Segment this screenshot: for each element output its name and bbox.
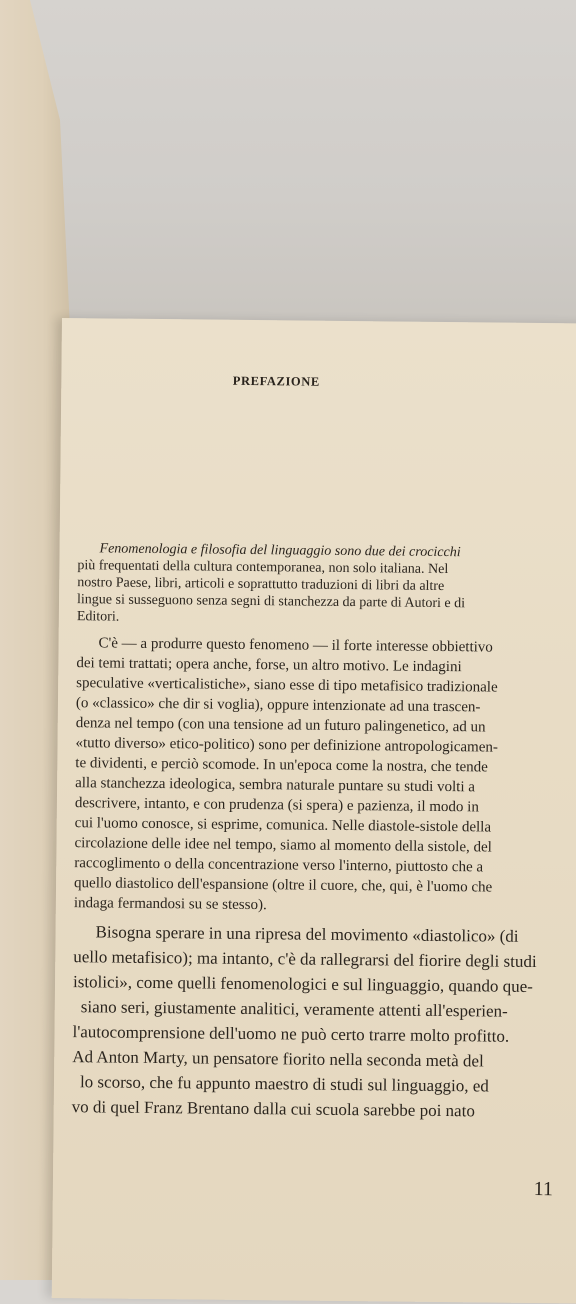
text-line: istolici», come quelli fenomenologici e sul linguaggio, quando que-: [72, 972, 533, 996]
text-line: descrivere, intanto, e con prudenza (si spera) e pazienza, il modo in: [74, 795, 479, 816]
text-line: «tutto diverso» etico-politico) sono per definizione antropologicamen-: [75, 735, 498, 756]
text-line: (o «classico» che dir si voglia), oppure intenzionate ad una trascen-: [75, 695, 481, 716]
text-line: te dividenti, e perciò scomode. In un'epoca come la nostra, che tende: [75, 755, 488, 776]
text-line: dei temi trattati; opera anche, forse, un altro motivo. Le indagini: [76, 655, 462, 676]
paragraph-3: [72, 919, 574, 1124]
text-line: siano seri, giustamente analitici, veramente attenti all'esperien-: [80, 997, 508, 1021]
text-line: Editori.: [76, 609, 120, 625]
text-line: Ad Anton Marty, un pensatore fiorito nella seconda metà del: [72, 1047, 484, 1071]
paragraph-1: [77, 540, 576, 630]
text-line: cui l'uomo conosce, si esprime, comunica. Nelle diastole-sistole della: [74, 815, 492, 836]
page-title: PREFAZIONE: [232, 373, 320, 389]
paragraph-2: [74, 633, 576, 918]
text-line: nostro Paese, libri, articoli e soprattutto traduzioni di libri da altre: [77, 575, 445, 595]
text-line: C'è — a produrre questo fenomeno — il forte interesse obbiettivo: [98, 635, 493, 656]
text-line: lingue si susseguono senza segni di stanchezza da parte di Autori e di: [76, 592, 466, 612]
text-line: denza nel tempo (con una tensione ad un futuro palingenetico, ad un: [75, 715, 486, 736]
text-line: l'autocomprensione dell'uomo ne può certo trarre molto profitto.: [72, 1022, 510, 1046]
text-line: più frequentati della cultura contemporanea, non solo italiana. Nel: [77, 558, 449, 578]
text-line: Bisogna sperare in una ripresa del movimento «diastolico» (di: [95, 922, 519, 946]
text-line: quello diastolico dell'espansione (oltre il cuore, che, qui, è l'uomo che: [73, 875, 493, 896]
page-number: 11: [533, 1177, 554, 1201]
text-line: raccoglimento o della concentrazione verso l'interno, piuttosto che a: [74, 855, 484, 876]
text-line: indaga fermandosi su se stesso).: [73, 895, 267, 914]
text-line: circolazione delle idee nel tempo, siamo al momento della sistole, del: [74, 835, 492, 856]
background-surface: [0, 0, 576, 330]
text-line: uello metafisico); ma intanto, c'è da rallegrarsi del fiorire degli studi: [73, 947, 537, 972]
book-page: [52, 318, 576, 1304]
text-line: speculative «verticalistiche», siano esse di tipo metafisico tradizionale: [76, 675, 498, 696]
text-line: vo di quel Franz Brentano dalla cui scuola sarebbe poi nato: [71, 1097, 475, 1121]
text-line: lo scorso, che fu appunto maestro di studi sul linguaggio, ed: [79, 1072, 489, 1096]
body-text: [72, 540, 576, 1124]
text-line: Fenomenologia e filosofia del linguaggio sono due dei crocicchi: [99, 541, 461, 561]
text-line: alla stanchezza ideologica, sembra naturale puntare su studi volti a: [75, 775, 476, 796]
